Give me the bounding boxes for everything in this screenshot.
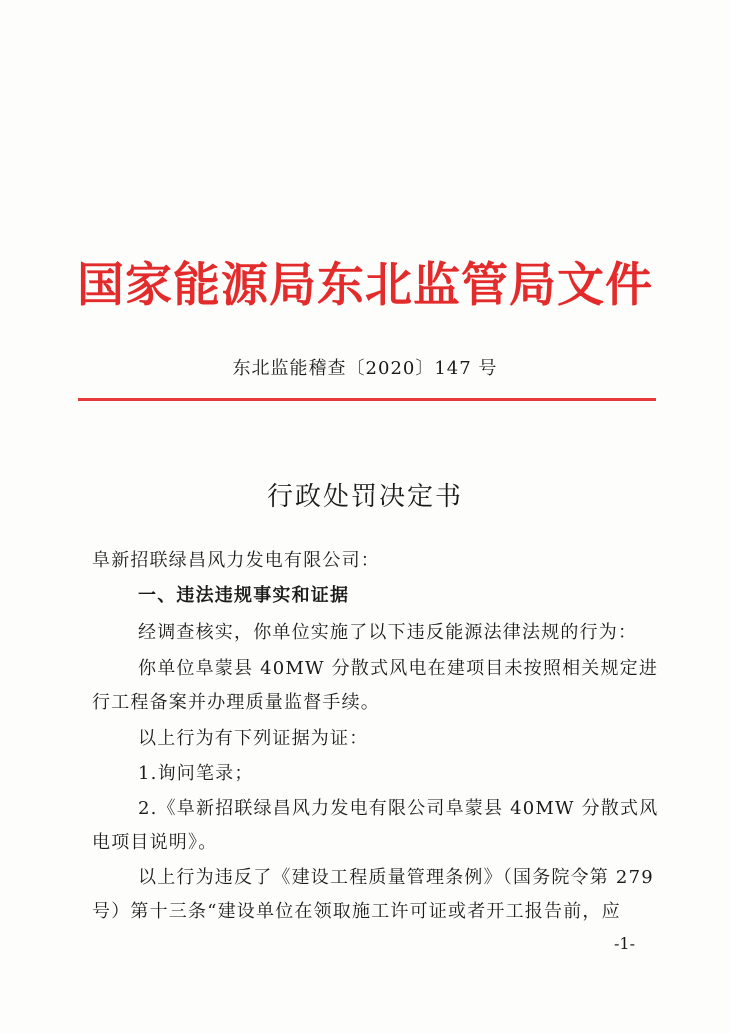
body-line: 以上行为有下列证据为证：	[138, 728, 369, 749]
body-line: 号）第十三条“建设单位在领取施工许可证或者开工报告前，应	[92, 901, 621, 922]
document-number: 东北监能稽查〔2020〕147 号	[232, 358, 498, 379]
red-divider-rule	[78, 398, 656, 401]
body-line: 1.询问笔录；	[138, 763, 254, 784]
section-title: 一、违法违规事实和证据	[138, 585, 350, 606]
body-line: 2.《阜新招联绿昌风力发电有限公司阜蒙县 40MW 分散式风	[138, 798, 659, 819]
body-line: 你单位阜蒙县 40MW 分散式风电在建项目未按照相关规定进	[138, 658, 659, 679]
body-line: 经调查核实，你单位实施了以下违反能源法律法规的行为：	[138, 622, 638, 643]
body-line: 行工程备案并办理质量监督手续。	[92, 692, 380, 713]
body-line: 以上行为违反了《建设工程质量管理条例》（国务院令第 279	[138, 867, 654, 888]
document-header-title: 国家能源局东北监管局文件	[77, 258, 653, 313]
body-line: 电项目说明》。	[92, 832, 218, 853]
page-number: -1-	[614, 934, 635, 953]
document-heading: 行政处罚决定书	[266, 482, 463, 512]
addressee: 阜新招联绿昌风力发电有限公司：	[92, 550, 380, 571]
